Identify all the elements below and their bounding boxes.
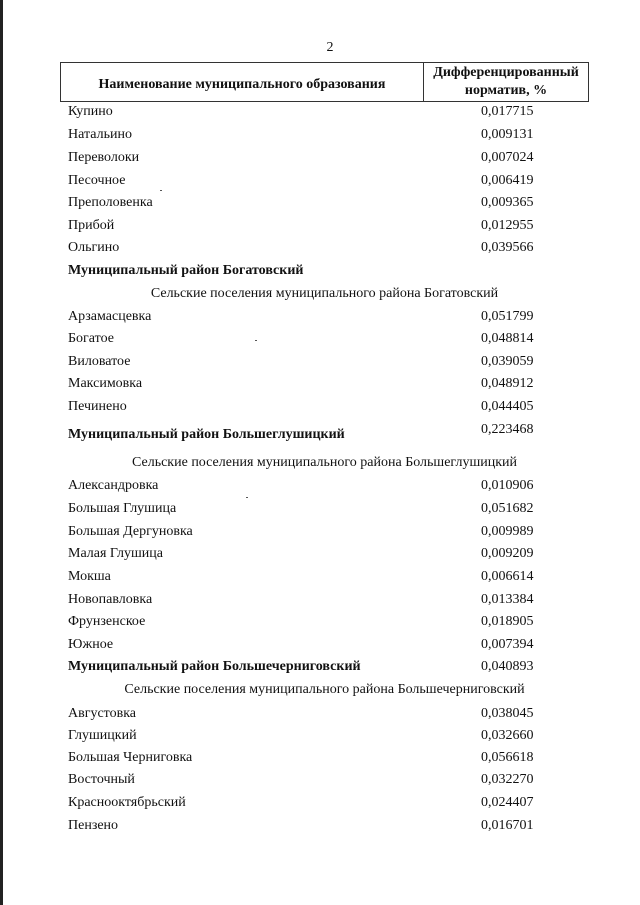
normative-value: 0,039059: [481, 354, 534, 369]
municipality-name: Преполовенка: [68, 195, 153, 210]
normative-value: 0,048814: [481, 331, 534, 346]
municipality-name: Мокша: [68, 569, 111, 584]
normative-value: 0,032660: [481, 728, 534, 743]
normative-value: 0,006614: [481, 569, 534, 584]
district-subheader: Сельские поселения муниципального района Большеглушицкий: [132, 455, 517, 470]
table-row: [0, 373, 640, 395]
district-row: [0, 260, 640, 282]
table-row: [0, 769, 640, 791]
municipality-name: Новопавловка: [68, 592, 153, 607]
table-row: [0, 101, 640, 123]
municipality-name: Максимовка: [68, 376, 143, 391]
normative-value: 0,006419: [481, 173, 534, 188]
table-row: [0, 192, 640, 214]
district-value: 0,040893: [481, 659, 534, 674]
normative-value: 0,013384: [481, 592, 534, 607]
header-value-column: [424, 63, 588, 101]
table-row: [0, 543, 640, 565]
table-row: [0, 328, 640, 350]
municipality-name: Глушицкий: [68, 728, 137, 743]
header-name-column: Наименование муниципального образования: [61, 63, 424, 101]
normative-value: 0,032270: [481, 772, 534, 787]
table-row: [0, 147, 640, 169]
normative-value: 0,056618: [481, 750, 534, 765]
normative-value: 0,038045: [481, 706, 534, 721]
scan-speck: [255, 340, 257, 341]
table-row: [0, 170, 640, 192]
table-header: [60, 62, 589, 102]
municipality-name: Богатое: [68, 331, 114, 346]
municipality-name: Восточный: [68, 772, 135, 787]
municipality-name: Малая Глушица: [68, 546, 163, 561]
district-subheader: Сельские поселения муниципального района Большечерниговский: [124, 682, 525, 697]
municipality-name: Большая Глушица: [68, 501, 177, 516]
table-row: [0, 237, 640, 259]
district-subheader: Сельские поселения муниципального района Богатовский: [150, 286, 499, 301]
normative-value: 0,010906: [481, 478, 534, 493]
normative-value: 0,051682: [481, 501, 534, 516]
table-row: [0, 792, 640, 814]
municipality-name: Южное: [68, 637, 114, 652]
normative-value: 0,051799: [481, 309, 534, 324]
district-row: [0, 656, 640, 678]
normative-value: 0,009209: [481, 546, 534, 561]
scan-speck: [160, 190, 162, 191]
table-row: [0, 124, 640, 146]
page-number: 2: [326, 40, 334, 55]
municipality-name: Купино: [68, 104, 113, 119]
district-title: Муниципальный район Большечерниговский: [68, 659, 361, 674]
municipality-name: Фрунзенское: [68, 614, 146, 629]
table-row: [0, 521, 640, 543]
normative-value: 0,009365: [481, 195, 534, 210]
municipality-name: Краснооктябрьский: [68, 795, 186, 810]
table-row: [0, 566, 640, 588]
municipality-name: Большая Дергуновка: [68, 524, 193, 539]
header-value-line2: норматив, %: [464, 83, 548, 98]
municipality-name: Августовка: [68, 706, 137, 721]
normative-value: 0,044405: [481, 399, 534, 414]
normative-value: 0,048912: [481, 376, 534, 391]
municipality-name: Печинено: [68, 399, 127, 414]
table-row: [0, 396, 640, 418]
district-row: [0, 424, 640, 446]
table-row: [0, 475, 640, 497]
district-title: Муниципальный район Богатовский: [68, 263, 304, 278]
table-row: [0, 589, 640, 611]
normative-value: 0,016701: [481, 818, 534, 833]
municipality-name: Пензено: [68, 818, 119, 833]
normative-value: 0,007394: [481, 637, 534, 652]
municipality-name: Виловатое: [68, 354, 131, 369]
table-row: [0, 634, 640, 656]
municipality-name: Большая Черниговка: [68, 750, 193, 765]
municipality-name: Прибой: [68, 218, 115, 233]
municipality-name: Арзамасцевка: [68, 309, 152, 324]
header-value-line1: Дифференцированный: [433, 65, 579, 80]
table-row: [0, 611, 640, 633]
normative-value: 0,017715: [481, 104, 534, 119]
municipality-name: Натальино: [68, 127, 132, 142]
table-row: [0, 351, 640, 373]
normative-value: 0,007024: [481, 150, 534, 165]
municipality-name: Александровка: [68, 478, 159, 493]
district-value: 0,223468: [481, 422, 534, 437]
table-row: [0, 747, 640, 769]
normative-value: 0,009131: [481, 127, 534, 142]
municipality-name: Песочное: [68, 173, 126, 188]
table-row: [0, 498, 640, 520]
normative-value: 0,018905: [481, 614, 534, 629]
municipality-name: Переволоки: [68, 150, 140, 165]
normative-value: 0,039566: [481, 240, 534, 255]
table-row: [0, 815, 640, 837]
district-title: Муниципальный район Большеглушицкий: [68, 427, 345, 442]
table-row: [0, 703, 640, 725]
municipality-name: Ольгино: [68, 240, 120, 255]
normative-value: 0,009989: [481, 524, 534, 539]
normative-value: 0,024407: [481, 795, 534, 810]
table-row: [0, 725, 640, 747]
normative-value: 0,012955: [481, 218, 534, 233]
table-row: [0, 306, 640, 328]
scan-speck: [246, 497, 248, 498]
table-row: [0, 215, 640, 237]
